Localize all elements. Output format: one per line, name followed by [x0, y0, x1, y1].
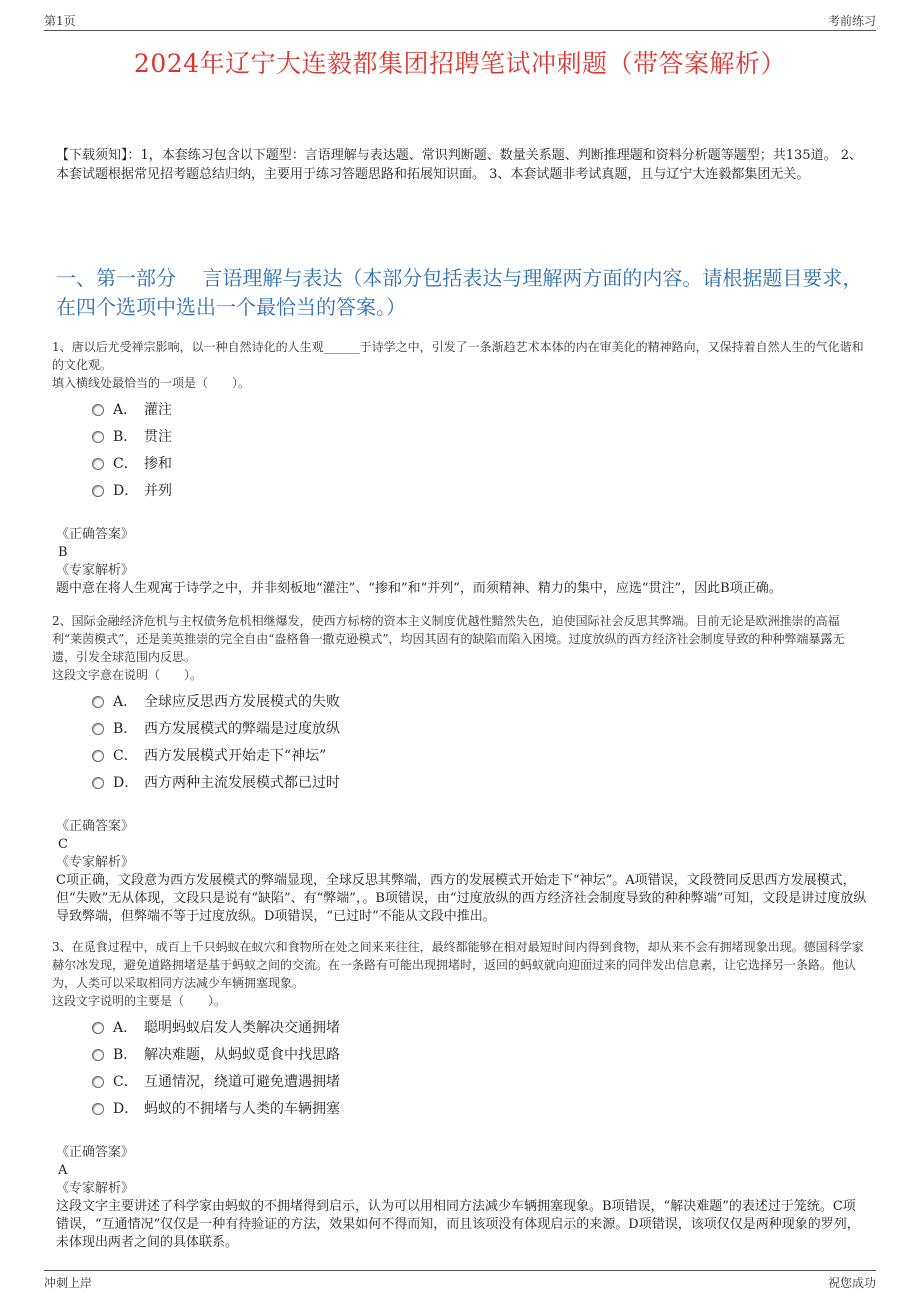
answer-heading: 《正确答案》	[56, 1145, 135, 1160]
explanation-text: 这段文字主要讲述了科学家由蚂蚁的不拥堵得到启示，认为可以用相同方法减少车辆拥塞现象。B项错误，“解决难题”的表述过于笼统。C项错误，“互通情况”仅仅是一种有待验证的方法，效果如何不得而知，而且该项没有体现启示的来源。D项错误，该项仅仅是两种现象的罗列，未体现出两者之间的具体联系。	[56, 1199, 860, 1250]
explanation-heading: 《专家解析》	[56, 1181, 135, 1196]
page-header	[44, 10, 876, 31]
question-prompt: 填入横线处最恰当的一项是（ ）。	[52, 376, 251, 390]
option-list	[92, 690, 868, 798]
explanation-text: C项正确，文段意为西方发展模式的弊端显现，全球反思其弊端，西方的发展模式开始走下“神坛”。A项错误，文段赞同反思西方发展模式，但“失败”无从体现，文段只是说有“缺陷”、有“弊端”，。B项错误，由“过度放纵的西方经济社会制度导致的种种弊端”可知，文段是讲过度放纵导致弊端，但弊端不等于过度放纵。D项错误，“已过时”不能从文段中推出。	[56, 873, 867, 924]
download-notice: 【下载须知】：1，本套练习包含以下题型：言语理解与表达题、常识判断题、数量关系题、判断推理题和资料分析题等题型；共135道。 2、本套试题根据常见招考题总结归纳，主要用于练习答题思路和拓展知识面。 3、本套试题非考试真题，且与辽宁大连毅都集团无关。	[56, 148, 862, 182]
answer-block	[56, 1144, 868, 1252]
radio-icon[interactable]	[92, 458, 104, 470]
footer-left-label: 冲刺上岸	[44, 1276, 93, 1290]
question-3	[52, 938, 868, 1252]
radio-icon[interactable]	[92, 431, 104, 443]
option-a[interactable]: A． 灌注	[92, 398, 868, 425]
option-d[interactable]: D． 西方两种主流发展模式都已过时	[92, 771, 868, 798]
footer-right-label: 祝您成功	[827, 1276, 876, 1290]
option-c[interactable]: C． 西方发展模式开始走下“神坛”	[92, 744, 868, 771]
radio-icon[interactable]	[92, 777, 104, 789]
question-prompt: 这段文字说明的主要是（ ）。	[52, 994, 227, 1008]
option-d[interactable]: D． 蚂蚁的不拥堵与人类的车辆拥塞	[92, 1097, 868, 1124]
document-title: 2024年辽宁大连毅都集团招聘笔试冲刺题（带答案解析）	[133, 49, 787, 78]
radio-icon[interactable]	[92, 1076, 104, 1088]
option-c[interactable]: C． 掺和	[92, 452, 868, 479]
page-footer	[44, 1270, 876, 1291]
explanation-heading: 《专家解析》	[56, 563, 135, 578]
option-a[interactable]: A． 聪明蚂蚁启发人类解决交通拥堵	[92, 1016, 868, 1043]
question-1	[52, 338, 868, 598]
radio-icon[interactable]	[92, 723, 104, 735]
question-2	[52, 612, 868, 926]
page-number: 第1页	[44, 14, 76, 28]
section-heading: 一、第一部分 言语理解与表达（本部分包括表达与理解两方面的内容。请根据题目要求，在四个选项中选出一个最恰当的答案。）	[56, 266, 863, 319]
option-b[interactable]: B． 西方发展模式的弊端是过度放纵	[92, 717, 868, 744]
answer-value: B	[58, 545, 68, 560]
radio-icon[interactable]	[92, 750, 104, 762]
explanation-heading: 《专家解析》	[56, 855, 135, 870]
question-text: 1、唐以后尤受禅宗影响，以一种自然诗化的人生观______于诗学之中，引发了一条渐趋艺术本体的内在审美化的精神路向，又保持着自然人生的气化谐和的文化观。	[52, 340, 864, 372]
question-text: 3、在觅食过程中，成百上千只蚂蚁在蚁穴和食物所在处之间来来往往，最终都能够在相对最短时间内得到食物，却从来不会有拥堵现象出现。德国科学家赫尔冰发现，避免道路拥堵是基于蚂蚁之间的交流。在一条路有可能出现拥堵时，返回的蚂蚁就向迎面过来的同伴发出信息素，让它选择另一条路。他认为，人类可以采取相同方法减少车辆拥塞现象。	[52, 940, 864, 990]
explanation-text: 题中意在将人生观寓于诗学之中，并非刻板地“灌注”、“掺和”和“并列”，而须精神、精力的集中，应选“贯注”，因此B项正确。	[56, 581, 782, 596]
option-list	[92, 1016, 868, 1124]
option-d[interactable]: D． 并列	[92, 479, 868, 506]
answer-heading: 《正确答案》	[56, 527, 135, 542]
answer-value: A	[58, 1163, 68, 1178]
option-a[interactable]: A． 全球应反思西方发展模式的失败	[92, 690, 868, 717]
radio-icon[interactable]	[92, 696, 104, 708]
answer-block	[56, 818, 868, 926]
radio-icon[interactable]	[92, 404, 104, 416]
radio-icon[interactable]	[92, 485, 104, 497]
answer-heading: 《正确答案》	[56, 819, 135, 834]
radio-icon[interactable]	[92, 1022, 104, 1034]
option-list	[92, 398, 868, 506]
question-text: 2、国际金融经济危机与主权债务危机相继爆发，使西方标榜的资本主义制度优越性黯然失色，迫使国际社会反思其弊端。目前无论是欧洲推崇的高福利“莱茵模式”，还是美英推崇的完全自由“盎格鲁一撒克逊模式”，均因其固有的缺陷而陷入困境。过度放纵的西方经济社会制度导致的种种弊端暴露无遗，引发全球范围内反思。	[52, 614, 845, 664]
option-c[interactable]: C． 互通情况，绕道可避免遭遇拥堵	[92, 1070, 868, 1097]
radio-icon[interactable]	[92, 1103, 104, 1115]
header-label: 考前练习	[827, 14, 876, 28]
option-b[interactable]: B． 贯注	[92, 425, 868, 452]
radio-icon[interactable]	[92, 1049, 104, 1061]
answer-value: C	[58, 837, 68, 852]
answer-block	[56, 526, 868, 598]
question-prompt: 这段文字意在说明（ ）。	[52, 668, 203, 682]
option-b[interactable]: B． 解决难题，从蚂蚁觅食中找思路	[92, 1043, 868, 1070]
